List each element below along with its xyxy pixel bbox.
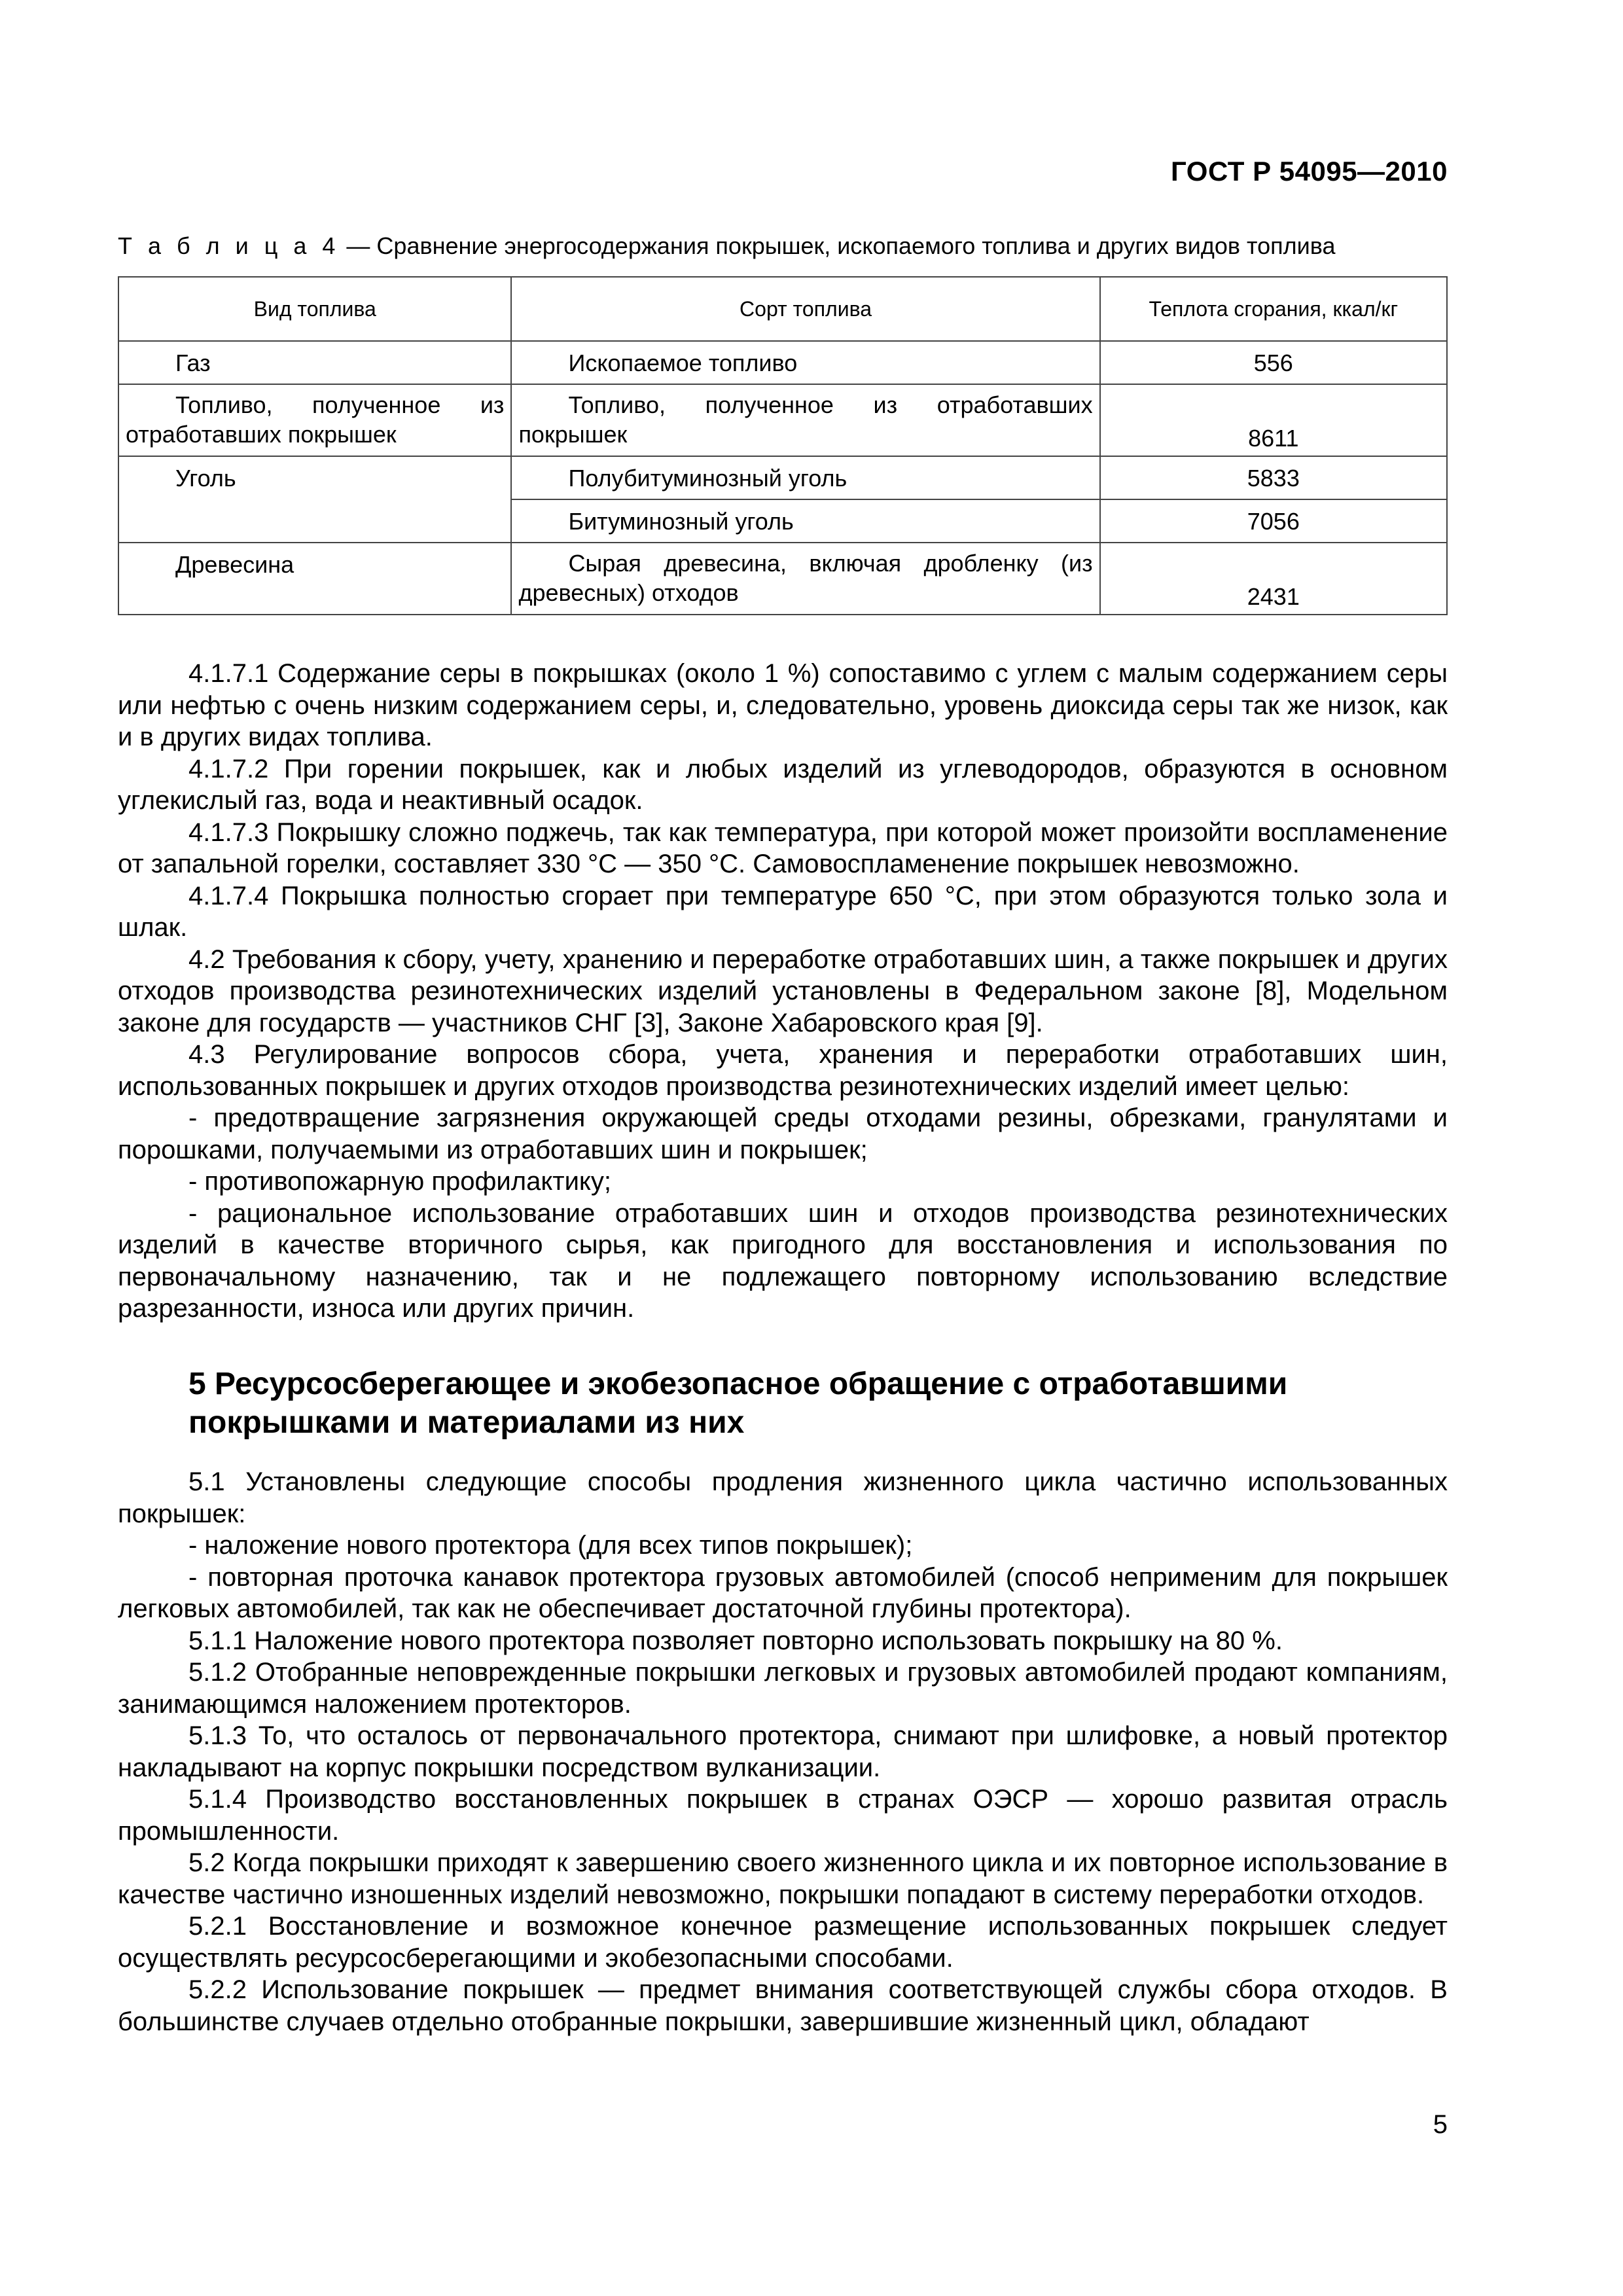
cell-fuel-type: Газ [118,341,511,384]
fuel-energy-table [118,276,1448,615]
paragraph: 4.1.7.3 Покрышку сложно поджечь, так как температура, при которой может произойти воспламенение от запальной горелки, составляет 330 °С — 350 °С. Самовоспламенение покрышек невозможно. [118,817,1448,878]
list-item: - предотвращение загрязнения окружающей среды отходами резины, обрезками, гранулятами и порошками, получаемыми из отработавших шин и покрышек; [118,1103,1448,1164]
document-code-header: ГОСТ Р 54095—2010 [1171,156,1448,187]
list-item: - наложение нового протектора (для всех типов покрышек); [188,1531,913,1560]
table-row [118,543,1447,615]
cell-fuel-grade: Топливо, полученное из отработавших покрышек [511,384,1099,456]
cell-heat-value: 5833 [1100,456,1447,499]
list-item: - противопожарную профилактику; [188,1167,611,1196]
column-header-fuel-type: Вид топлива [118,277,511,341]
cell-fuel-type: Древесина [118,543,511,615]
list-item: - рациональное использование отработавших шин и отходов производства резинотехнических изделий в качестве вторичного сырья, как пригодного для восстановления и использования по первоначальному назначению, так и не подлежащего повторному использованию вследствие разрезанности, износа или других причин. [118,1198,1448,1323]
cell-heat-value: 8611 [1100,384,1447,456]
paragraph: 5.1.4 Производство восстановленных покрышек в странах ОЭСР — хорошо развитая отрасль промышленности. [118,1785,1448,1846]
paragraph: 5.1.1 Наложение нового протектора позволяет повторно использовать покрышку на 80 %. [188,1626,1283,1655]
cell-heat-value: 556 [1100,341,1447,384]
table-row [118,384,1447,456]
table-caption-label: Т а б л и ц а 4 [118,232,340,259]
paragraph: 4.1.7.4 Покрышка полностью сгорает при температуре 650 °С, при этом образуются только зола и шлак. [118,881,1448,942]
paragraph: 5.1.2 Отобранные неповрежденные покрышки легковых и грузовых автомобилей продают компаниям, занимающимся наложением протекторов. [118,1658,1448,1719]
body-text-section-5 [118,1466,1448,2037]
column-header-fuel-grade: Сорт топлива [511,277,1099,341]
list-item: - повторная проточка канавок протектора грузовых автомобилей (способ неприменим для покрышек легковых автомобилей, так как не обеспечивает достаточной глубины протектора). [118,1562,1448,1623]
paragraph: 5.2 Когда покрышки приходят к завершению своего жизненного цикла и их повторное использование в качестве частично изношенных изделий невозможно, покрышки попадают в систему переработки отходов. [118,1848,1448,1909]
section-heading: 5 Ресурсосберегающее и экобезопасное обращение с отработавшими покрышками и материалами из них [188,1367,1288,1440]
cell-fuel-type: Уголь [118,456,511,543]
paragraph: 4.2 Требования к сбору, учету, хранению и переработке отработавших шин, а также покрышек и других отходов производства резинотехнических изделий установлены в Федеральном законе [8], Модельном законе для государств — участников СНГ [3], Законе Хабаровского края [9]. [118,944,1448,1037]
cell-fuel-grade: Полубитуминозный уголь [511,456,1099,499]
page-number: 5 [1433,2110,1448,2139]
cell-heat-value: 7056 [1100,499,1447,543]
table-caption [118,232,1336,260]
table-header-row [118,277,1447,341]
paragraph: 5.1 Установлены следующие способы продления жизненного цикла частично использованных покрышек: [118,1467,1448,1528]
paragraph: 4.3 Регулирование вопросов сбора, учета, хранения и переработки отработавших шин, использованных покрышек и других отходов производства резинотехнических изделий имеет целью: [118,1040,1448,1101]
paragraph: 5.2.1 Восстановление и возможное конечное размещение использованных покрышек следует осуществлять ресурсосберегающими и экобезопасными способами. [118,1912,1448,1973]
paragraph: 4.1.7.1 Содержание серы в покрышках (около 1 %) сопоставимо с углем с малым содержанием серы или нефтью с очень низким содержанием серы, и, следовательно, уровень диоксида серы так же низок, как и в других видах топлива. [118,659,1448,751]
cell-fuel-grade: Битуминозный уголь [511,499,1099,543]
table-caption-text: — Сравнение энергосодержания покрышек, ископаемого топлива и других видов топлива [340,232,1336,259]
cell-fuel-grade: Ископаемое топливо [511,341,1099,384]
cell-fuel-grade: Сырая древесина, включая дробленку (из древесных) отходов [511,543,1099,615]
cell-fuel-type: Топливо, полученное из отработавших покрышек [118,384,511,456]
paragraph: 5.1.3 То, что осталось от первоначального протектора, снимают при шлифовке, а новый протектор накладывают на корпус покрышки посредством вулканизации. [118,1721,1448,1782]
column-header-heat-value: Теплота сгорания, ккал/кг [1100,277,1447,341]
cell-heat-value: 2431 [1100,543,1447,615]
body-text-section-4 [118,658,1448,1325]
paragraph: 5.2.2 Использование покрышек — предмет внимания соответствующей службы сбора отходов. В большинстве случаев отдельно отобранные покрышки, завершившие жизненный цикл, обладают [118,1975,1448,2036]
paragraph: 4.1.7.2 При горении покрышек, как и любых изделий из углеводородов, образуются в основном углекислый газ, вода и неактивный осадок. [118,754,1448,815]
table-row [118,456,1447,499]
table-row [118,341,1447,384]
